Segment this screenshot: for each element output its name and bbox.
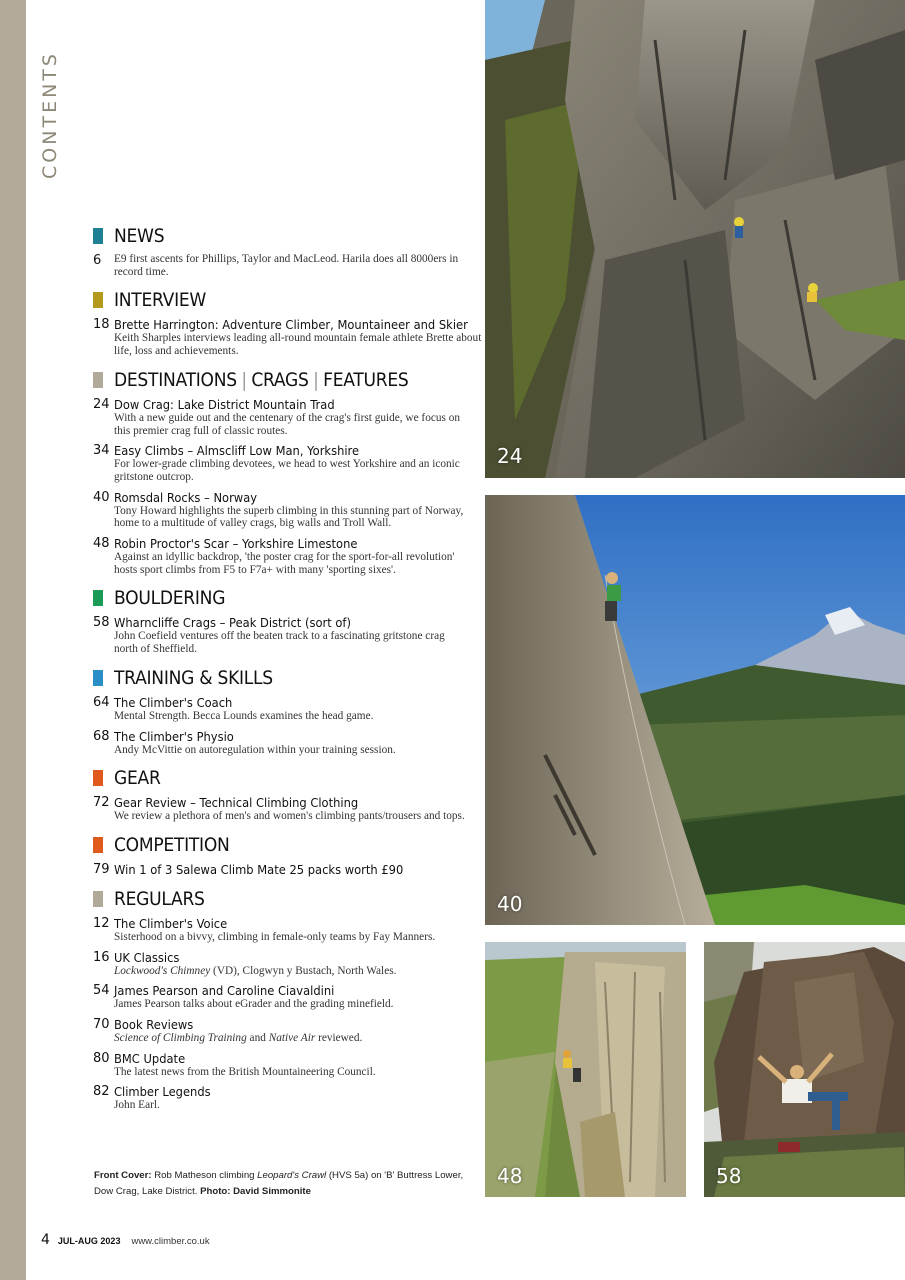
- page-number: 70: [93, 1017, 110, 1033]
- page-number: 58: [93, 615, 110, 631]
- entry-description: Against an idyllic backdrop, 'the poster crag for the sport-for-all revolution' hosts sport climbs from F5 to F7a+ with many 'sporting sixes'.: [114, 551, 455, 576]
- entry-title: Gear Review – Technical Climbing Clothing: [114, 795, 359, 811]
- photo-page-number: 48: [497, 1164, 523, 1188]
- toc-entry[interactable]: [93, 490, 468, 530]
- proctors-scar-illustration: [485, 942, 686, 1197]
- section-regulars: [93, 885, 468, 1112]
- photo-page-number: 58: [716, 1164, 742, 1188]
- toc-entry[interactable]: [93, 253, 468, 278]
- toc-entry[interactable]: [93, 536, 468, 576]
- toc-entry[interactable]: [93, 1084, 468, 1112]
- section-title-bouldering: BOULDERING: [114, 587, 226, 610]
- section-bouldering: [93, 584, 468, 655]
- side-color-strip: [0, 0, 26, 1280]
- page-number: 68: [93, 728, 110, 744]
- section-destinations: [93, 366, 468, 577]
- entry-description: Sisterhood on a bivvy, climbing in female-only teams by Fay Manners.: [114, 930, 436, 943]
- page-number: 18: [93, 317, 110, 333]
- toc-entry[interactable]: [93, 695, 468, 723]
- photo-dow-crag[interactable]: [485, 0, 905, 478]
- entry-description: John Coefield ventures off the beaten track to a fascinating gritstone crag north of Sheffield.: [114, 630, 445, 656]
- page-number: 79: [93, 861, 110, 877]
- page-number: 34: [93, 443, 110, 459]
- entry-description: Keith Sharples interviews leading all-round mountain female athlete Brette about life, loss and achievements.: [114, 332, 482, 358]
- table-of-contents: [93, 222, 482, 1118]
- entry-description: James Pearson talks about eGrader and the grading minefield.: [114, 998, 394, 1011]
- entry-title: James Pearson and Caroline Ciavaldini: [114, 983, 335, 999]
- entry-description: Mental Strength. Becca Lounds examines the head game.: [114, 709, 374, 722]
- bouldering-color-marker: [93, 590, 103, 606]
- entry-description: Andy McVittie on autoregulation within your training session.: [114, 743, 396, 756]
- entry-title: BMC Update: [114, 1050, 186, 1066]
- regulars-color-marker: [93, 891, 103, 907]
- entry-description: Science of Climbing Training and Native Air reviewed.: [114, 1032, 363, 1045]
- page-number: 72: [93, 795, 110, 811]
- section-title-news: NEWS: [114, 225, 165, 247]
- section-gear: [93, 764, 468, 823]
- entry-description: With a new guide out and the centenary of the crag's first guide, we focus on this premier crag full of classic routes.: [114, 411, 461, 437]
- entry-description: We review a plethora of men's and women's climbing pants/trousers and tops.: [114, 810, 465, 823]
- section-title-regulars: REGULARS: [114, 887, 205, 910]
- toc-entry[interactable]: [93, 729, 468, 757]
- competition-color-marker: [93, 837, 103, 853]
- dow-crag-illustration: [485, 0, 905, 478]
- page-number: 16: [93, 949, 110, 965]
- entry-title: UK Classics: [114, 949, 180, 965]
- entry-description: Tony Howard highlights the superb climbing in this stunning part of Norway, home to a multitude of valley crags, big walls and Troll Wall.: [114, 504, 464, 530]
- news-color-marker: [93, 228, 103, 244]
- photo-proctors-scar[interactable]: [485, 942, 686, 1197]
- page-footer: [41, 1232, 210, 1248]
- photo-page-number: 40: [497, 892, 523, 916]
- entry-description: For lower-grade climbing devotees, we head to west Yorkshire and an iconic gritstone outcrop.: [114, 458, 460, 483]
- entry-title: The Climber's Coach: [114, 694, 233, 710]
- section-title-gear: GEAR: [114, 767, 161, 790]
- section-competition: [93, 831, 468, 877]
- entry-description: Lockwood's Chimney (VD), Clogwyn y Bustach, North Wales.: [114, 964, 397, 977]
- page-number: 82: [93, 1084, 110, 1100]
- gear-color-marker: [93, 770, 103, 786]
- entry-title: The Climber's Voice: [114, 915, 228, 931]
- section-interview: [93, 286, 482, 358]
- wharncliffe-illustration: [704, 942, 905, 1197]
- contents-label: CONTENTS: [39, 51, 61, 179]
- entry-description: E9 first ascents for Phillips, Taylor and MacLeod. Harila does all 8000ers in record time.: [114, 253, 459, 278]
- entry-title: Book Reviews: [114, 1017, 194, 1033]
- entry-title: Romsdal Rocks – Norway: [114, 489, 258, 505]
- entry-description: John Earl.: [114, 1099, 160, 1112]
- page-number: 80: [93, 1050, 110, 1066]
- destinations-color-marker: [93, 372, 103, 388]
- entry-title: Climber Legends: [114, 1084, 211, 1100]
- entry-title: Easy Climbs – Almscliff Low Man, Yorkshire: [114, 443, 360, 459]
- toc-entry[interactable]: [93, 950, 468, 978]
- interview-color-marker: [93, 292, 103, 308]
- page-number: 54: [93, 983, 110, 999]
- toc-entry[interactable]: [93, 1051, 468, 1079]
- toc-entry[interactable]: [93, 397, 468, 437]
- training-color-marker: [93, 670, 103, 686]
- section-title-destinations: DESTINATIONS | CRAGS | FEATURES: [114, 368, 409, 391]
- entry-title: Win 1 of 3 Salewa Climb Mate 25 packs worth £90: [114, 861, 404, 877]
- footer-issue: JUL-AUG 2023: [57, 1236, 121, 1246]
- toc-entry[interactable]: [93, 862, 468, 877]
- photo-wharncliffe[interactable]: [704, 942, 905, 1197]
- toc-entry[interactable]: [93, 443, 468, 483]
- entry-title: Robin Proctor's Scar – Yorkshire Limestone: [114, 536, 358, 552]
- toc-entry[interactable]: [93, 1017, 468, 1045]
- section-title-interview: INTERVIEW: [114, 289, 207, 312]
- toc-entry[interactable]: [93, 795, 468, 823]
- section-training: [93, 664, 468, 756]
- page-number: 12: [93, 915, 110, 931]
- toc-entry[interactable]: [93, 317, 482, 358]
- entry-description: The latest news from the British Mountaineering Council.: [114, 1065, 376, 1078]
- section-title-competition: COMPETITION: [114, 833, 230, 856]
- entry-title: Brette Harrington: Adventure Climber, Mountaineer and Skier: [114, 317, 468, 333]
- entry-title: The Climber's Physio: [114, 728, 234, 744]
- page-number: 24: [93, 396, 110, 412]
- section-news: [93, 222, 468, 278]
- photo-romsdal[interactable]: [485, 495, 905, 925]
- page-number: 64: [93, 694, 110, 710]
- toc-entry[interactable]: [93, 983, 468, 1011]
- section-title-training: TRAINING & SKILLS: [114, 666, 273, 689]
- photo-page-number: 24: [497, 444, 523, 468]
- front-cover-caption: Front Cover: Rob Matheson climbing Leopard's Crawl (HVS 5a) on 'B' Buttress Lower, Dow Crag, Lake District. Photo: David Simmonite: [94, 1170, 464, 1197]
- romsdal-illustration: [485, 495, 905, 925]
- toc-entry[interactable]: [93, 916, 468, 944]
- page-number: 6: [93, 253, 102, 268]
- page-number: 40: [93, 489, 110, 505]
- toc-entry[interactable]: [93, 615, 468, 655]
- entry-title: Wharncliffe Crags – Peak District (sort of): [114, 615, 351, 631]
- entry-title: Dow Crag: Lake District Mountain Trad: [114, 396, 335, 412]
- footer-url[interactable]: www.climber.co.uk: [131, 1236, 210, 1247]
- footer-page-number: 4: [41, 1232, 50, 1248]
- page-number: 48: [93, 536, 110, 552]
